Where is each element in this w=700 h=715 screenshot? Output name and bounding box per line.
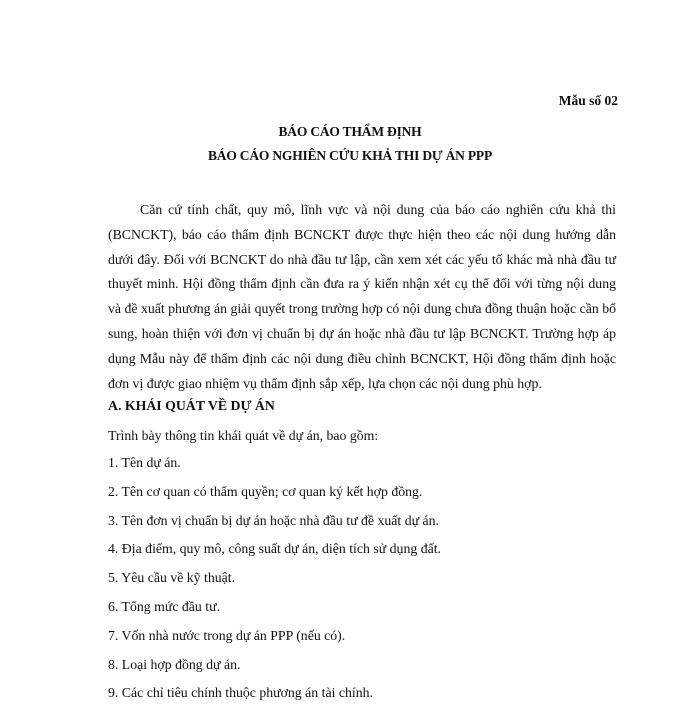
intro-paragraph: Căn cứ tính chất, quy mô, lĩnh vực và nội dung của báo cáo nghiên cứu khả thi (BCNCKT), báo cáo thẩm định BCNCKT được thực hiện theo các nội dung hướng dẫn dưới đây. Đối với BCNCKT do nhà đầu tư lập, cần xem xét các yếu tố khác mà nhà đầu tư thuyết minh. Hội đồng thẩm định cần đưa ra ý kiến nhận xét cụ thể đối với từng nội dung và đề xuất phương án giải quyết trong trường hợp có nội dung chưa đồng thuận hoặc cần bổ sung, hoàn thiện với đơn vị chuẩn bị dự án hoặc nhà đầu tư lập BCNCKT. Trường hợp áp dụng Mẫu này để thẩm định các nội dung điều chỉnh BCNCKT, Hội đồng thẩm định hoặc đơn vị được giao nhiệm vụ thẩm định sắp xếp, lựa chọn các nội dung phù hợp.: [108, 202, 616, 391]
list-item: 7. Vốn nhà nước trong dự án PPP (nếu có).: [108, 627, 346, 643]
list-item: 1. Tên dự án.: [108, 455, 181, 470]
section-a-lead: Trình bày thông tin khái quát về dự án, bao gồm:: [108, 428, 379, 443]
section-a-heading: A. KHÁI QUÁT VỀ DỰ ÁN: [108, 398, 275, 413]
list-item: 9. Các chỉ tiêu chính thuộc phương án tài chính.: [108, 685, 373, 701]
list-item: 5. Yêu cầu về kỹ thuật.: [108, 570, 236, 586]
list-item: 8. Loại hợp đồng dự án.: [108, 656, 241, 672]
form-number: Mẫu số 02: [558, 93, 618, 108]
list-item: 2. Tên cơ quan có thẩm quyền; cơ quan ký kết hợp đồng.: [108, 483, 423, 499]
list-item: 4. Địa điểm, quy mô, công suất dự án, diện tích sử dụng đất.: [108, 541, 441, 557]
document-title-line-2: BÁO CÁO NGHIÊN CỨU KHẢ THI DỰ ÁN PPP: [207, 148, 493, 163]
section-a-item-list: [108, 456, 441, 715]
document-title-line-1: BÁO CÁO THẨM ĐỊNH: [278, 124, 422, 139]
list-item: 6. Tổng mức đầu tư.: [108, 598, 221, 614]
list-item: 3. Tên đơn vị chuẩn bị dự án hoặc nhà đầu tư đề xuất dự án.: [108, 512, 440, 528]
